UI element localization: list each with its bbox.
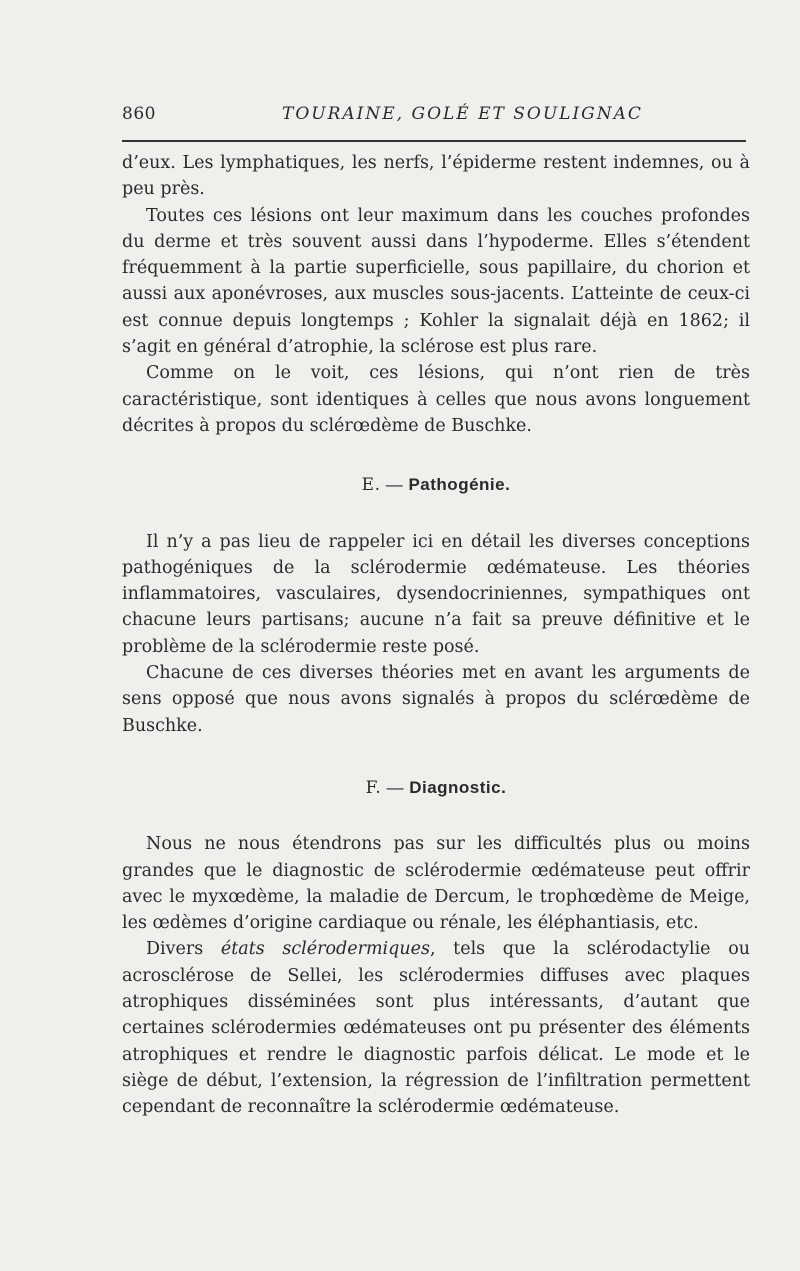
paragraph-continuation: d’eux. Les lymphatiques, les nerfs, l’épiderme restent indemnes, ou à peu près.: [122, 153, 750, 200]
paragraph-pathogenie-2: Chacune de ces diverses théories met en avant les arguments de sens opposé que nous avons signalés à propos du sclérœdème de Buschke.: [122, 663, 750, 736]
section-heading-diagnostic: [122, 775, 750, 801]
section-title: Pathogénie.: [408, 475, 511, 495]
italic-term: états sclérodermiques: [220, 939, 430, 960]
section-heading-pathogenie: [122, 472, 750, 498]
section-dash: —: [385, 475, 404, 495]
section-letter: E.: [361, 475, 381, 496]
header-rule: [122, 140, 746, 142]
page-header: [122, 104, 746, 134]
running-head: TOURAINE, GOLÉ ET SOULIGNAC: [282, 104, 643, 124]
paragraph-comparison: Comme on le voit, ces lésions, qui n’ont rien de très caractéristique, sont identiques à celles que nous avons longuement décrites à propos du sclérœdème de Buschke.: [122, 363, 750, 436]
section-title: Diagnostic.: [409, 777, 507, 797]
section-letter: F.: [365, 777, 382, 798]
paragraph-diagnostic-1: Nous ne nous étendrons pas sur les difficultés plus ou moins grandes que le diagnostic de sclérodermie œdémateuse peut offrir avec le myxœdème, la maladie de Dercum, le trophœdème de Meige, les œdèmes d’origine cardiaque ou rénale, les éléphantiasis, etc.: [122, 834, 750, 934]
paragraph-pathogenie-1: Il n’y a pas lieu de rappeler ici en détail les diverses conceptions pathogéniques de la sclérodermie œdémateuse. Les théories inflammatoires, vasculaires, dysendocriniennes, sympathiques ont chacune leurs partisans; aucune n’a fait sa preuve définitive et le problème de la sclérodermie reste posé.: [122, 531, 750, 657]
page-number: 860: [122, 104, 156, 124]
text-run: Divers: [146, 939, 221, 960]
paragraph-diagnostic-2: [122, 936, 750, 1120]
body-text: [122, 150, 750, 1121]
section-dash: —: [386, 777, 404, 797]
text-run: , tels que la sclérodactylie ou acrosclérose de Sellei, les sclérodermies diffuses avec plaques atrophiques disséminées sont plus intéressants, d’autant que certaines sclérodermies œdémateuses ont pu présenter des éléments atrophiques et rendre le diagnostic parfois délicat. Le mode et le siège de début, l’extension, la régression de l’infiltration permettent cependant de reconnaître la sclérodermie œdémateuse.: [122, 939, 750, 1118]
paragraph-lesions: Toutes ces lésions ont leur maximum dans les couches profondes du derme et très souvent aussi dans l’hypoderme. Elles s’étendent fréquemment à la partie superficielle, sous papillaire, du chorion et aussi aux aponévroses, aux muscles sous-jacents. L’atteinte de ceux-ci est connue depuis longtemps ; Kohler la signalait déjà en 1862; il s’agit en général d’atrophie, la sclérose est plus rare.: [122, 205, 750, 358]
